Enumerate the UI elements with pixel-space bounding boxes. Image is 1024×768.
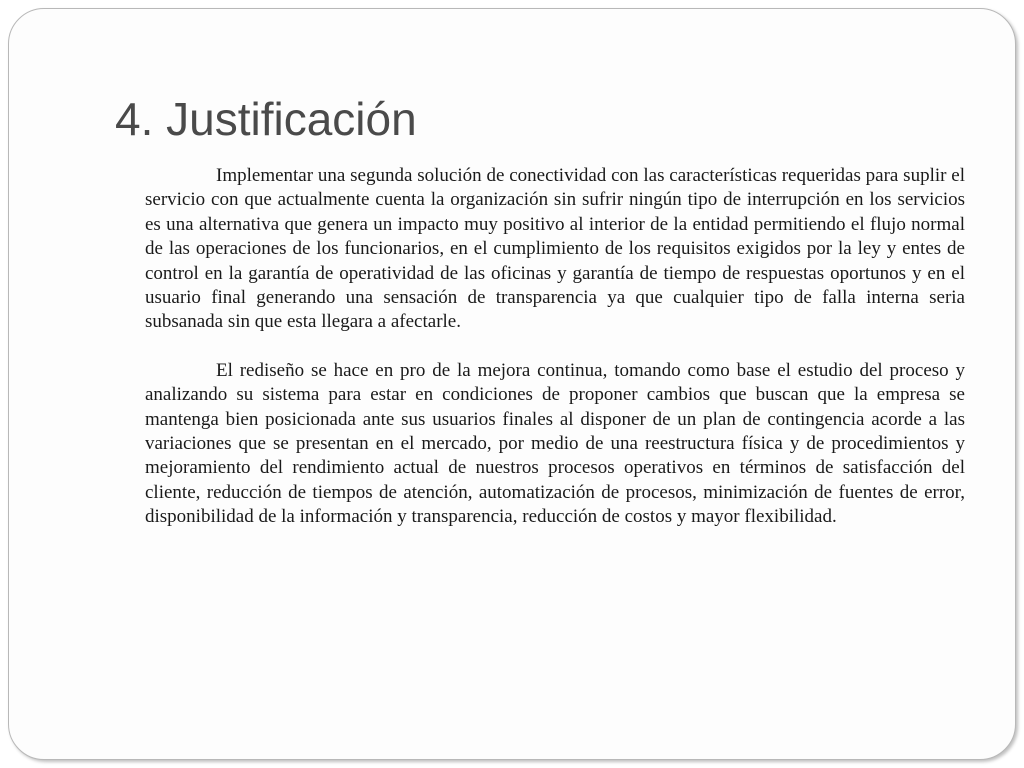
body-paragraph-1: Implementar una segunda solución de conectividad con las características requeridas para suplir el servicio con que actualmente cuenta la organización sin sufrir ningún tipo de interrupción en los servicios es una alternativa que genera un impacto muy positivo al interior de la entidad permitiendo el flujo normal de las operaciones de los funcionarios, en el cumplimiento de los requisitos exigidos por la ley y entes de control en la garantía de operatividad de las oficinas y garantía de tiempo de respuestas oportunos y en el usuario final generando una sensación de transparencia ya que cualquier tipo de falla interna seria subsanada sin que esta llegara a afectarle.: [145, 165, 965, 333]
slide-body: [145, 164, 965, 530]
slide-frame: [8, 8, 1016, 760]
body-paragraph-2: El rediseño se hace en pro de la mejora continua, tomando como base el estudio del proceso y analizando su sistema para estar en condiciones de proponer cambios que buscan que la empresa se mantenga bien posicionada ante sus usuarios finales al disponer de un plan de contingencia acorde a las variaciones que se presentan en el mercado, por medio de una reestructura física y de procedimientos y mejoramiento del rendimiento actual de nuestros procesos operativos en términos de satisfacción del cliente, reducción de tiempos de atención, automatización de procesos, minimización de fuentes de error, disponibilidad de la información y transparencia, reducción de costos y mayor flexibilidad.: [145, 359, 965, 528]
slide-title: 4. Justificación: [115, 93, 417, 145]
